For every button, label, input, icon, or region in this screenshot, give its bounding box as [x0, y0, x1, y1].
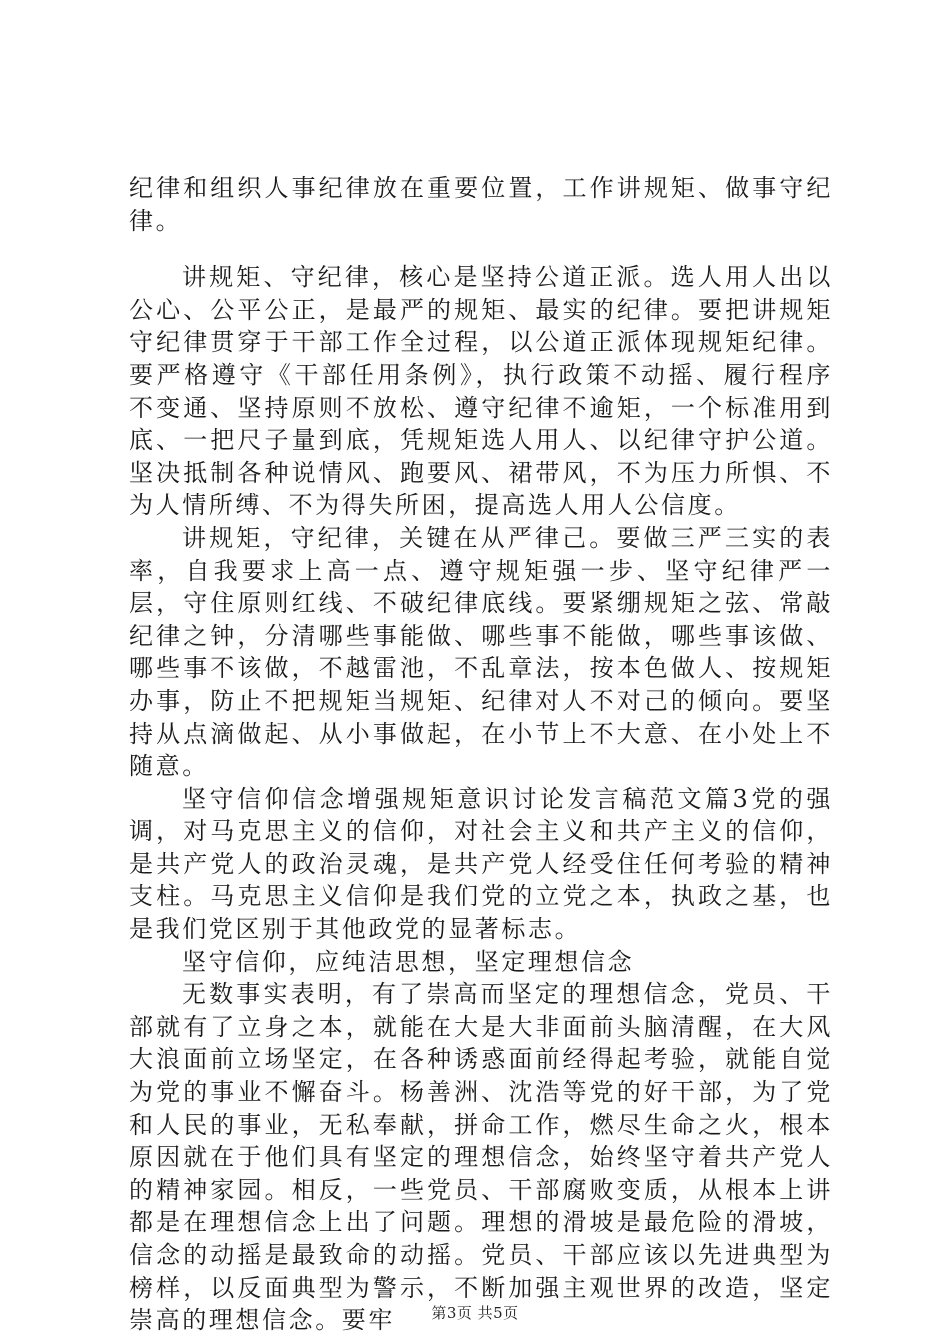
paragraph-sample-3-intro: 坚守信仰信念增强规矩意识讨论发言稿范文篇3党的强调，对马克思主义的信仰，对社会主义和共产主义的信仰，是共产党人的政治灵魂，是共产党人经受住任何考验的精神支柱。马克思主义信仰是我们党的立党之本，执政之基，也是我们党区别于其他政党的显著标志。	[129, 784, 833, 944]
paragraph-continuation: 纪律和组织人事纪律放在重要位置，工作讲规矩、做事守纪律。	[129, 174, 833, 235]
paragraph-self-discipline: 讲规矩，守纪律，关键在从严律己。要做三严三实的表率，自我要求上高一点、遵守规矩强一步、坚守纪律严一层，守住原则红线、不破纪律底线。要紧绷规矩之弦、常敲纪律之钟，分清哪些事能做、哪些事不能做，哪些事该做、哪些事不该做，不越雷池，不乱章法，按本色做人、按规矩办事，防止不把规矩当规矩、纪律对人不对己的倾向。要坚持从点滴做起、从小事做起，在小节上不大意、在小处上不随意。	[129, 523, 833, 781]
document-body	[129, 172, 833, 1337]
paragraph-fairness: 讲规矩、守纪律，核心是坚持公道正派。选人用人出以公心、公平公正，是最严的规矩、最实的纪律。要把讲规矩守纪律贯穿于干部工作全过程，以公道正派体现规矩纪律。要严格遵守《干部任用条例》，执行政策不动摇、履行程序不变通、坚持原则不放松、遵守纪律不逾矩，一个标准用到底、一把尺子量到底，凭规矩选人用人、以纪律守护公道。坚决抵制各种说情风、跑要风、裙带风，不为压力所惧、不为人情所缚、不为得失所困，提高选人用人公信度。	[129, 263, 833, 520]
paragraph-ideals: 无数事实表明，有了崇高而坚定的理想信念，党员、干部就有了立身之本，就能在大是大非面前头脑清醒，在大风大浪面前立场坚定，在各种诱惑面前经得起考验，就能自觉为党的事业不懈奋斗。杨善洲、沈浩等党的好干部，为了党和人民的事业，无私奉献，拼命工作，燃尽生命之火，根本原因就在于他们具有坚定的理想信念，始终坚守着共产党人的精神家园。相反，一些党员、干部腐败变质，从根本上讲都是在理想信念上出了问题。理想的滑坡是最危险的滑坡，信念的动摇是最致命的动摇。党员、干部应该以先进典型为榜样，以反面典型为警示，不断加强主观世界的改造，坚定崇高的理想信念。要牢	[129, 980, 833, 1335]
section-heading: 坚守信仰，应纯洁思想，坚定理想信念	[182, 947, 635, 976]
page-number-footer: 第3页 共5页	[431, 1304, 519, 1322]
